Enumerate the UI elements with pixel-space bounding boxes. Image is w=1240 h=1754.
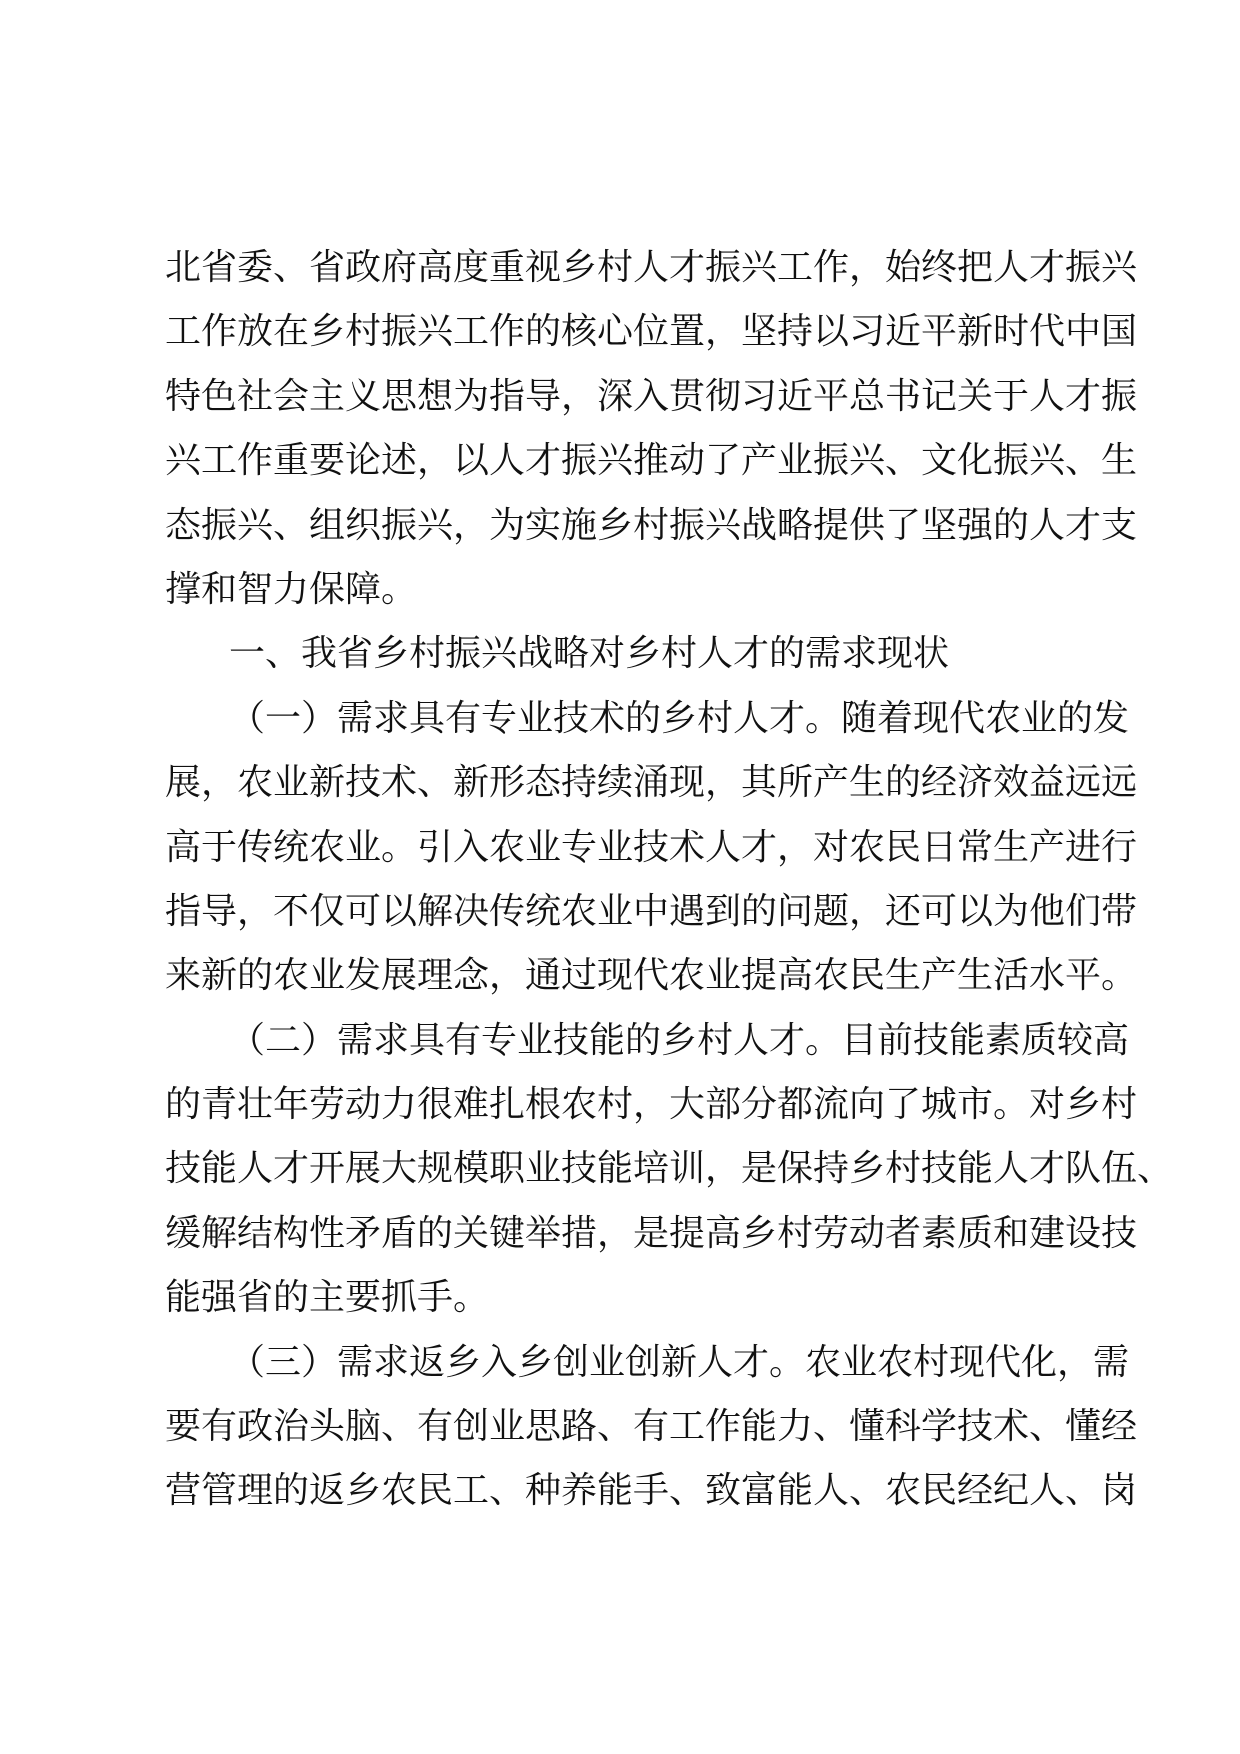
text-line: 展，农业新技术、新形态持续涌现，其所产生的经济效益远远	[165, 762, 1138, 804]
text-line: 高于传统农业。引入农业专业技术人才，对农民日常生产进行	[165, 826, 1138, 868]
text-line: 来新的农业发展理念，通过现代农业提高农民生产生活水平。	[165, 955, 1138, 997]
text-line: 技能人才开展大规模职业技能培训，是保持乡村技能人才队伍、	[165, 1148, 1174, 1190]
text-line: 能强省的主要抓手。	[165, 1277, 490, 1319]
text-line: （三）需求返乡入乡创业创新人才。农业农村现代化，需	[229, 1341, 1130, 1383]
text-line: 态振兴、组织振兴，为实施乡村振兴战略提供了坚强的人才支	[165, 504, 1138, 546]
section-heading: 一、我省乡村振兴战略对乡村人才的需求现状	[229, 633, 950, 675]
text-line: 兴工作重要论述，以人才振兴推动了产业振兴、文化振兴、生	[165, 440, 1138, 482]
text-line: 工作放在乡村振兴工作的核心位置，坚持以习近平新时代中国	[165, 311, 1138, 353]
text-line: 营管理的返乡农民工、种养能手、致富能人、农民经纪人、岗	[165, 1470, 1138, 1512]
text-line: （二）需求具有专业技能的乡村人才。目前技能素质较高	[229, 1019, 1130, 1061]
text-line: 特色社会主义思想为指导，深入贯彻习近平总书记关于人才振	[165, 375, 1138, 417]
text-line: （一）需求具有专业技术的乡村人才。随着现代农业的发	[229, 697, 1130, 739]
text-line: 缓解结构性矛盾的关键举措，是提高乡村劳动者素质和建设技	[165, 1212, 1138, 1254]
text-line: 的青壮年劳动力很难扎根农村，大部分都流向了城市。对乡村	[165, 1084, 1138, 1126]
text-line: 撑和智力保障。	[165, 568, 418, 610]
document-body	[165, 236, 1174, 1524]
text-line: 指导，不仅可以解决传统农业中遇到的问题，还可以为他们带	[165, 890, 1138, 932]
text-line: 北省委、省政府高度重视乡村人才振兴工作，始终把人才振兴	[165, 247, 1138, 288]
text-line: 要有政治头脑、有创业思路、有工作能力、懂科学技术、懂经	[165, 1406, 1138, 1448]
